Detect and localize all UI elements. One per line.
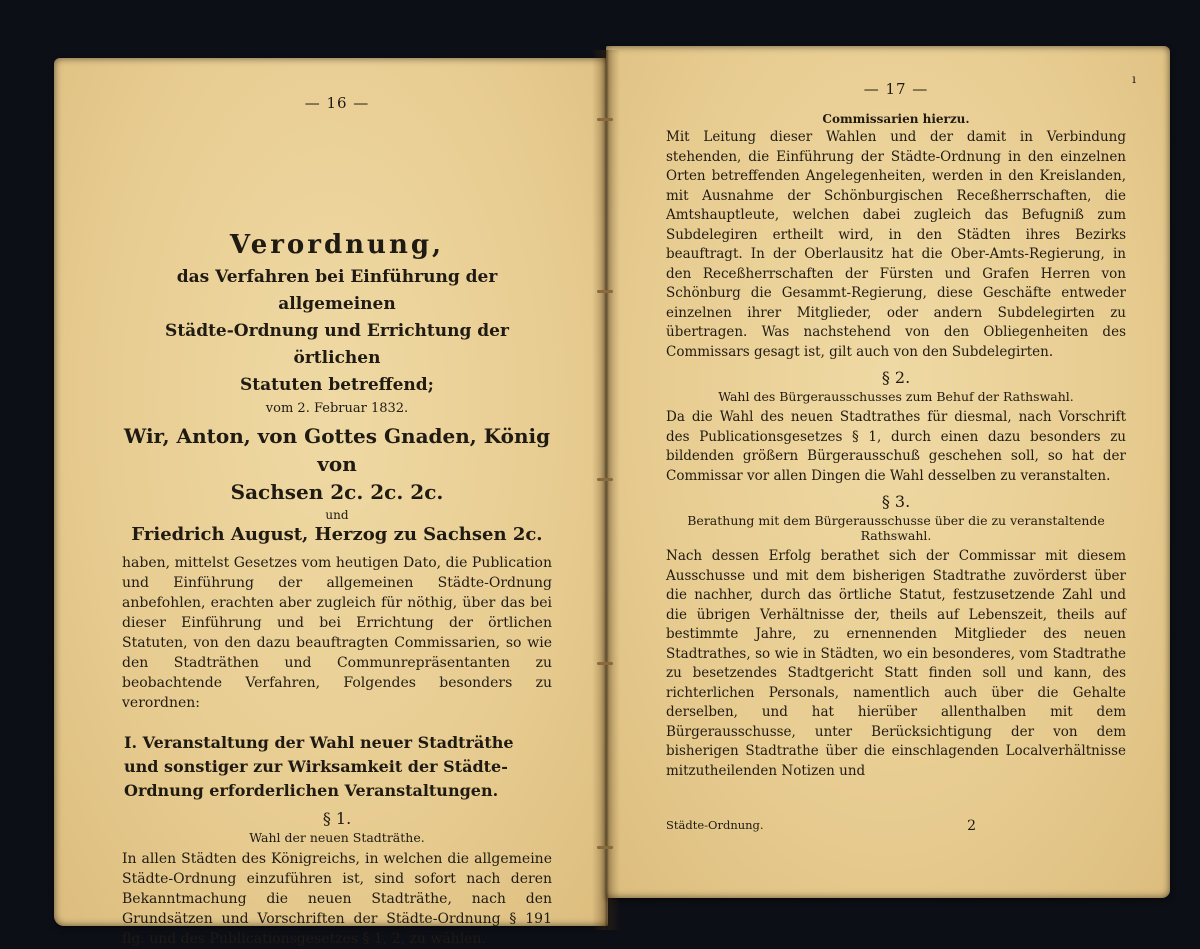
- binding-stitch: [597, 662, 613, 665]
- intro-paragraph: haben, mittelst Gesetzes vom heutigen Dato, die Publication und Einführung der allgemeinen Städte-Ordnung anbefohlen, erachten aber zugleich für nöthig, über das bei dieser Einführung und bei Errichtung der örtlichen Statuten, von den dazu beauftragten Commissarien, so wie den Stadträthen und Communrepräsentanten zu beobachtende Verfahren, Folgendes besonders zu verordnen:: [122, 555, 552, 711]
- subtitle-line: das Verfahren bei Einführung der allgemeinen: [176, 267, 498, 314]
- left-page: [54, 58, 608, 947]
- paragraph-2-title: Wahl des Bürgerausschusses zum Behuf der Rathswahl.: [718, 389, 1074, 404]
- binding-stitch: [597, 478, 613, 481]
- signature-mark: 2: [967, 818, 976, 834]
- subtitle-line: Statuten betreffend;: [240, 375, 434, 395]
- corner-mark: ı: [1132, 72, 1136, 86]
- paragraph-1-title: Wahl der neuen Stadträthe.: [249, 830, 425, 845]
- page-number-16: — 16 —: [304, 94, 370, 112]
- decree-subtitle: [122, 264, 552, 399]
- right-page: [606, 46, 1170, 898]
- paragraph-2-number: § 2.: [881, 368, 911, 387]
- page-number-17: — 17 —: [863, 80, 929, 98]
- commissarien-heading: Commissarien hierzu.: [822, 112, 970, 126]
- footer-running-title: Städte-Ordnung.: [666, 818, 764, 832]
- conjunction-und: und: [325, 508, 349, 522]
- sovereign-line-1: Wir, Anton, von Gottes Gnaden, König von: [123, 424, 551, 476]
- section-heading-I: I. Veranstaltung der Wahl neuer Stadträthe und sonstiger zur Wirksamkeit der Städte-Ordnung erforderlichen Veranstaltungen.: [124, 733, 514, 800]
- decree-date: vom 2. Februar 1832.: [265, 401, 409, 416]
- co-sovereign-line: Friedrich August, Herzog zu Sachsen 2c.: [131, 524, 543, 545]
- binding-stitch: [597, 846, 613, 849]
- paragraph-3-text: Nach dessen Erfolg berathet sich der Commissar mit diesem Ausschusse und mit dem bisherigen Stadtrathe zuvörderst über die nachher, durch das örtliche Statut, festzusetzende Zahl und die übrigen Verhältnisse der, theils auf Lebenszeit, theils auf bestimmte Jahre, zu ernennenden Mitglieder des neuen Stadtrathes, so wie in Städten, wo ein besonderes, vom Stadtrathe zu besetzendes Stadtgericht Statt finden soll und kann, des richterlichen Personals, namentlich auch über die Gehalte derselben, und hat hierüber allenthalben mit dem Bürgerausschusse, unter Berücksichtigung der von dem bisherigen Stadtrathe über die einschlagenden Localverhältnisse mitzutheilenden Notizen und: [666, 548, 1126, 779]
- paragraph-3-number: § 3.: [881, 492, 911, 511]
- binding-stitch: [597, 290, 613, 293]
- paragraph-3-title: Berathung mit dem Bürgerausschusse über die zu veranstaltende Rathswahl.: [687, 513, 1105, 543]
- decree-title: Verordnung,: [229, 230, 445, 260]
- commissarien-text: Mit Leitung dieser Wahlen und der damit in Verbindung stehenden, die Einführung der Städte-Ordnung in den einzelnen Orten betreffenden Angelegenheiten, werden in den Kreislanden, mit Ausnahme der Schönburgischen Receßherrschaften, die Amtshauptleute, welchen dabei zugleich das Befugniß zum Subdelegiren ertheilt wird, in den Städten ihres Bezirks beauftragt. In der Oberlausitz hat die Ober-Amts-Regierung, in den Receßherrschaften der Fürsten und Grafen Herren von Schönburg die Gesammt-Regierung, diese Geschäfte entweder einzelnen ihrer Mitglieder, oder andern Subdelegirten zu übertragen. Was nachstehend von den Obliegenheiten des Commissars gesagt ist, gilt auch von den Subdelegirten.: [666, 129, 1126, 360]
- paragraph-1-text: In allen Städten des Königreichs, in welchen die allgemeine Städte-Ordnung einzuführen ist, sind sofort nach deren Bekanntmachung die neuen Stadträthe, nach den Grundsätzen und Vorschriften der Städte-Ordnung § 191 flg. und des Publicationsgesetzes § 1, 2, zu wählen.: [122, 851, 552, 947]
- sovereign-line-2: Sachsen 2c. 2c. 2c.: [230, 480, 444, 504]
- paragraph-2-text: Da die Wahl des neuen Stadtrathes für diesmal, nach Vorschrift des Publicationsgesetzes § 1, durch einen dazu besonders zu bildenden größern Bürgerausschuß geschehen soll, so hat der Commissar vor allen Dingen die Wahl desselben zu veranstalten.: [666, 409, 1126, 484]
- binding-stitch: [597, 118, 613, 121]
- page-footer: [666, 818, 1126, 834]
- paragraph-1-number: § 1.: [322, 809, 352, 828]
- subtitle-line: Städte-Ordnung und Errichtung der örtlichen: [165, 321, 509, 368]
